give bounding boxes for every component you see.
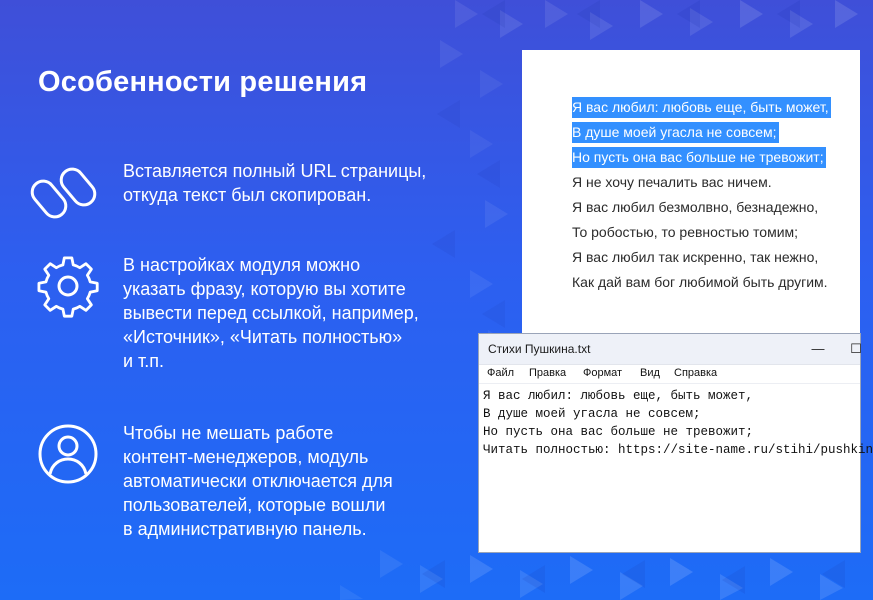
notepad-line: Я вас любил: любовь еще, быть может, [483, 389, 754, 403]
feature-text-line: «Источник», «Читать полностью» [123, 327, 403, 347]
document-line-selected[interactable]: Я вас любил: любовь еще, быть может, [572, 97, 831, 118]
notepad-titlebar[interactable] [479, 334, 860, 365]
document-page[interactable] [522, 50, 860, 350]
menu-view[interactable]: Вид [640, 367, 660, 379]
notepad-text-area[interactable] [479, 384, 873, 459]
feature-text [123, 253, 483, 373]
document-line[interactable]: То робостью, то ревностью томим; [572, 224, 799, 240]
menu-help[interactable]: Справка [674, 367, 718, 379]
notepad-title: Стихи Пушкина.txt [488, 342, 591, 356]
notepad-line: Но пусть она вас больше не тревожит; [483, 425, 754, 439]
menu-format[interactable]: Формат [583, 367, 623, 379]
feature-text-line: в административную панель. [123, 519, 367, 539]
feature-text [123, 159, 483, 207]
maximize-button[interactable]: ☐ [850, 341, 862, 356]
minimize-button[interactable]: — [811, 341, 825, 356]
feature-text-line: Вставляется полный URL страницы, [123, 161, 427, 181]
notepad-line: Читать полностью: https://site-name.ru/stihi/pushkin [483, 443, 873, 457]
notepad-menubar [479, 365, 860, 384]
document-line[interactable]: Как дай вам бог любимой быть другим. [572, 274, 828, 290]
feature-text-line: указать фразу, которую вы хотите [123, 279, 406, 299]
feature-text-line: и т.п. [123, 351, 165, 371]
menu-edit[interactable]: Правка [529, 367, 567, 379]
notepad-window [479, 334, 873, 552]
link-icon [36, 162, 100, 226]
feature-text-line: автоматически отключается для [123, 471, 393, 491]
feature-text-line: пользователей, которые вошли [123, 495, 386, 515]
user-icon [36, 424, 100, 488]
feature-text-line: В настройках модуля можно [123, 255, 361, 275]
feature-text-line: контент-менеджеров, модуль [123, 447, 369, 467]
menu-file[interactable]: Файл [487, 367, 515, 379]
slide-title: Особенности решения [38, 66, 368, 98]
feature-text [123, 421, 483, 541]
document-line[interactable]: Я не хочу печалить вас ничем. [572, 174, 772, 190]
gear-icon [36, 256, 100, 320]
feature-text-line: откуда текст был скопирован. [123, 185, 372, 205]
feature-text-line: вывести перед ссылкой, например, [123, 303, 419, 323]
document-line[interactable]: Я вас любил безмолвно, безнадежно, [572, 199, 819, 215]
document-line[interactable]: Я вас любил так искренно, так нежно, [572, 249, 819, 265]
document-line-selected[interactable]: Но пусть она вас больше не тревожит; [572, 147, 826, 168]
document-line-selected[interactable]: В душе моей угасла не совсем; [572, 122, 779, 143]
notepad-line: В душе моей угасла не совсем; [483, 407, 701, 421]
feature-text-line: Чтобы не мешать работе [123, 423, 334, 443]
